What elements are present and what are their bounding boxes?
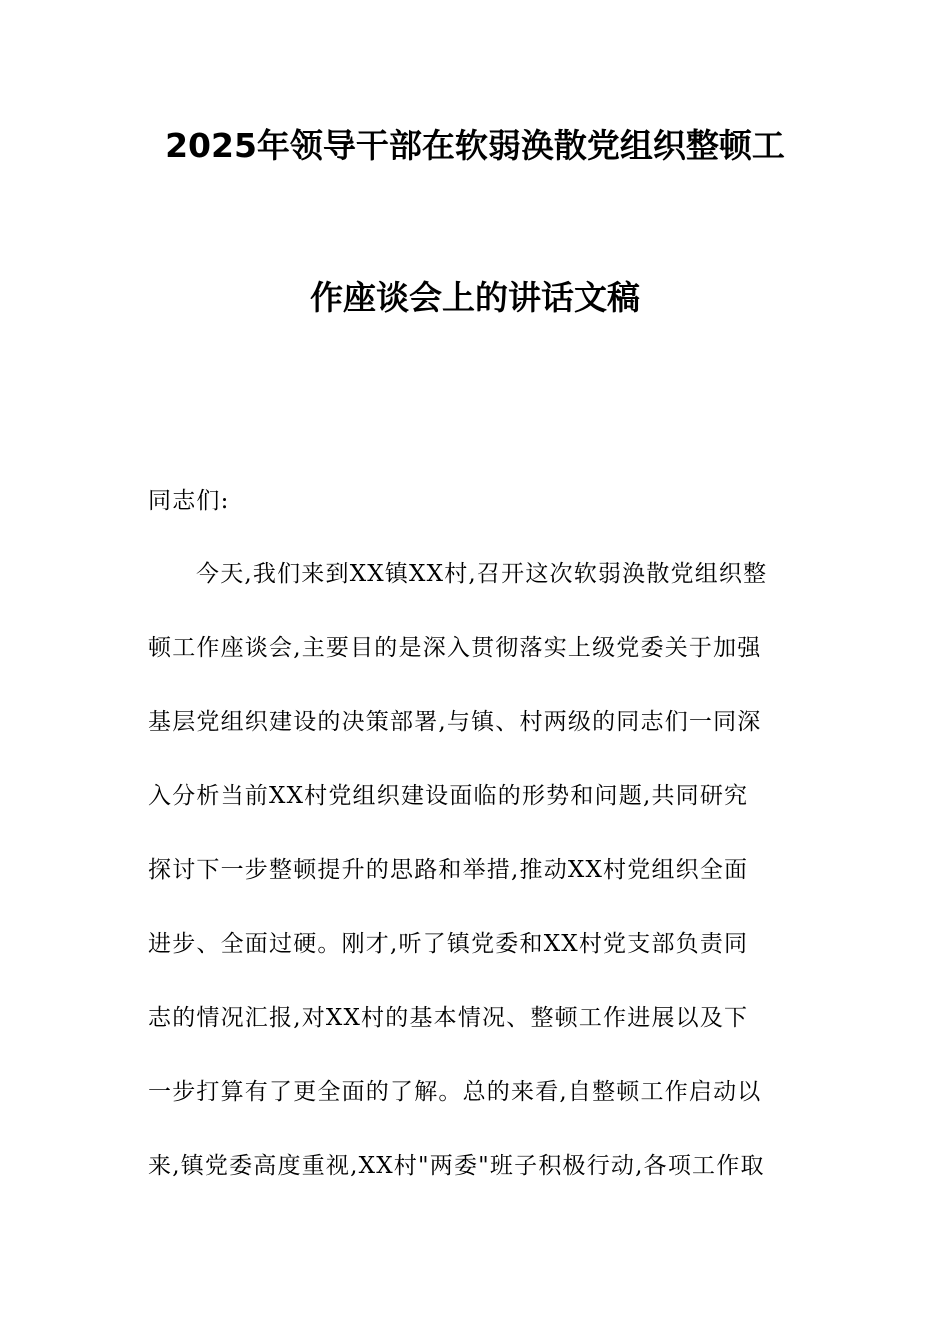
paragraph-line-7: 志的情况汇报,对XX村的基本情况、整顿工作进展以及下 [148,1005,749,1031]
paragraph-line-4: 入分析当前XX村党组织建设面临的形势和问题,共同研究 [148,783,749,809]
paragraph-line-1: 今天,我们来到XX镇XX村,召开这次软弱涣散党组织整 [196,561,768,587]
salutation: 同志们: [148,488,230,514]
paragraph-line-8: 一步打算有了更全面的了解。总的来看,自整顿工作启动以 [148,1079,762,1105]
paragraph-line-6: 进步、全面过硬。刚才,听了镇党委和XX村党支部负责同 [148,931,749,957]
document-title-line-2: 作座谈会上的讲话文稿 [310,278,640,317]
paragraph-line-9: 来,镇党委高度重视,XX村"两委"班子积极行动,各项工作取 [148,1153,765,1179]
paragraph-line-5: 探讨下一步整顿提升的思路和举措,推动XX村党组织全面 [148,857,749,883]
paragraph-line-2: 顿工作座谈会,主要目的是深入贯彻落实上级党委关于加强 [148,635,762,661]
paragraph-line-3: 基层党组织建设的决策部署,与镇、村两级的同志们一同深 [148,709,762,735]
document-title-line-1: 2025年领导干部在软弱涣散党组织整顿工 [165,126,785,165]
